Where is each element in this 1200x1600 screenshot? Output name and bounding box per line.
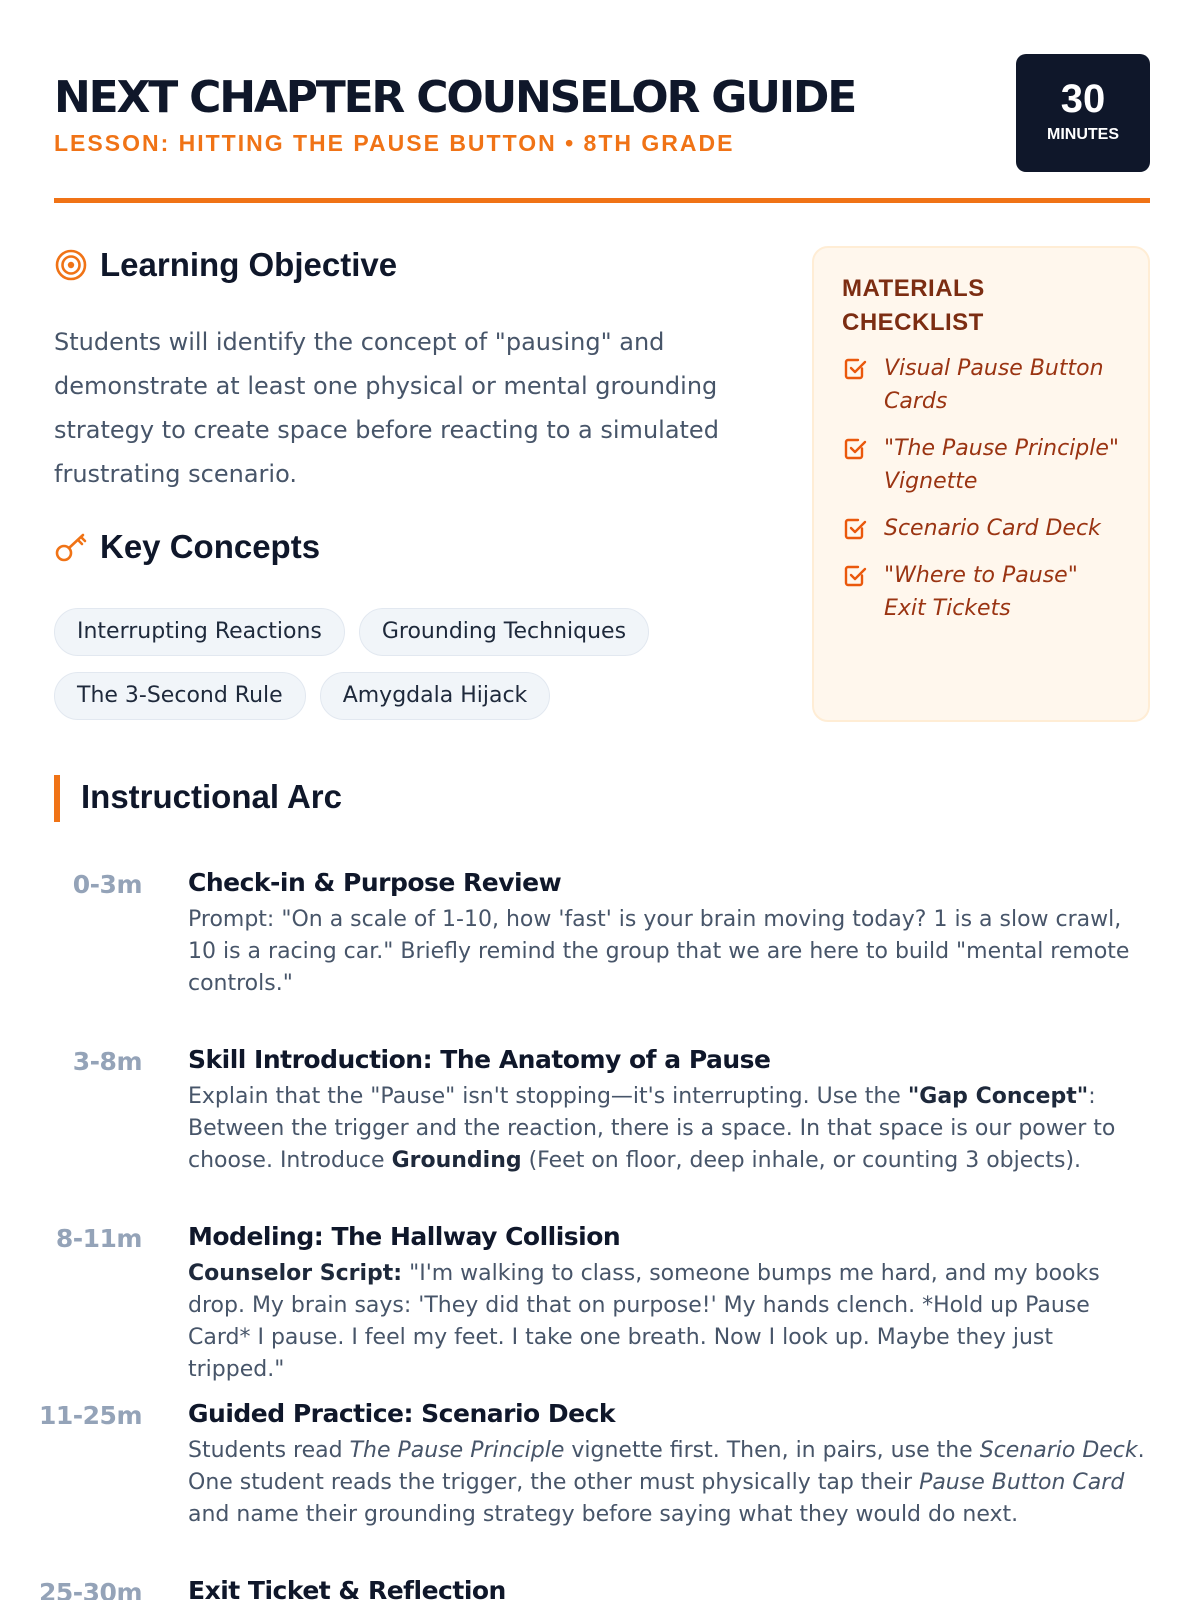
concept-tag: Grounding Techniques bbox=[359, 608, 649, 656]
concept-tag: Amygdala Hijack bbox=[320, 672, 551, 720]
step-time: 8-11m bbox=[55, 1224, 142, 1253]
checklist-item bbox=[842, 559, 1124, 625]
concepts-heading bbox=[54, 528, 320, 566]
materials-checklist bbox=[812, 246, 1150, 722]
checklist-label: "Where to Pause" Exit Tickets bbox=[884, 563, 1078, 621]
step-body: Students read The Pause Principle vignette first. Then, in pairs, use the Scenario Deck. One student reads the trigger, the other must physically tap their Pause Button Card and name their grounding strategy before saying what they would do next. bbox=[188, 1438, 1145, 1527]
step-time: 25-30m bbox=[38, 1578, 142, 1600]
concept-tag: The 3-Second Rule bbox=[54, 672, 306, 720]
step-title: Guided Practice: Scenario Deck bbox=[188, 1399, 616, 1428]
checkbox-checked-icon bbox=[842, 356, 868, 382]
checklist-label: "The Pause Principle" Vignette bbox=[884, 436, 1120, 494]
duration-badge bbox=[1016, 54, 1150, 172]
header-divider bbox=[54, 198, 1150, 203]
concept-tag: Interrupting Reactions bbox=[54, 608, 345, 656]
checkbox-checked-icon bbox=[842, 563, 868, 589]
concept-tags bbox=[54, 608, 754, 736]
checklist-label: Visual Pause Button Cards bbox=[884, 356, 1104, 414]
checkbox-checked-icon bbox=[842, 436, 868, 462]
checklist-item bbox=[842, 432, 1124, 498]
step-time: 0-3m bbox=[72, 870, 142, 899]
step-time: 11-25m bbox=[38, 1401, 142, 1430]
arc-title: Instructional Arc bbox=[81, 778, 342, 815]
checkbox-checked-icon bbox=[842, 516, 868, 542]
step-time: 3-8m bbox=[72, 1047, 142, 1076]
target-icon bbox=[54, 248, 88, 282]
duration-unit: MINUTES bbox=[1047, 126, 1119, 143]
objective-title: Learning Objective bbox=[100, 246, 398, 283]
step-body: Prompt: "On a scale of 1-10, how 'fast' is your brain moving today? 1 is a slow crawl, 10 is a racing car." Briefly remind the group that we are here to build "mental remote controls." bbox=[188, 907, 1130, 996]
arc-accent-bar bbox=[54, 775, 60, 822]
key-icon bbox=[54, 530, 88, 564]
checklist-item bbox=[842, 352, 1124, 418]
lesson-subtitle: LESSON: HITTING THE PAUSE BUTTON • 8TH GRADE bbox=[54, 130, 735, 156]
step-body: Explain that the "Pause" isn't stopping—it's interrupting. Use the "Gap Concept": Between the trigger and the reaction, there is a space. In that space is our power to choose. Introduce Grounding (Feet on floor, deep inhale, or counting 3 objects). bbox=[188, 1084, 1116, 1173]
duration-value: 30 bbox=[1060, 77, 1106, 121]
checklist-item bbox=[842, 512, 1124, 545]
step-title: Exit Ticket & Reflection bbox=[188, 1576, 506, 1600]
step-title: Skill Introduction: The Anatomy of a Pause bbox=[188, 1045, 771, 1074]
materials-title: MATERIALS CHECKLIST bbox=[842, 275, 985, 336]
step-title: Check-in & Purpose Review bbox=[188, 868, 562, 897]
page-header bbox=[54, 52, 1150, 202]
objective-heading bbox=[54, 246, 397, 284]
concepts-title: Key Concepts bbox=[100, 528, 321, 565]
page-title: NEXT CHAPTER COUNSELOR GUIDE bbox=[54, 72, 856, 123]
step-title: Modeling: The Hallway Collision bbox=[188, 1222, 621, 1251]
checklist-label: Scenario Card Deck bbox=[884, 516, 1101, 541]
objective-text: Students will identify the concept of "pausing" and demonstrate at least one physical or mental grounding strategy to create space before reacting to a simulated frustrating scenario. bbox=[54, 328, 719, 488]
step-body: Counselor Script: "I'm walking to class, someone bumps me hard, and my books drop. My brain says: 'They did that on purpose!' My hands clench. *Hold up Pause Card* I pause. I feel my feet. I take one breath. Now I look up. Maybe they just tripped." bbox=[188, 1261, 1100, 1382]
